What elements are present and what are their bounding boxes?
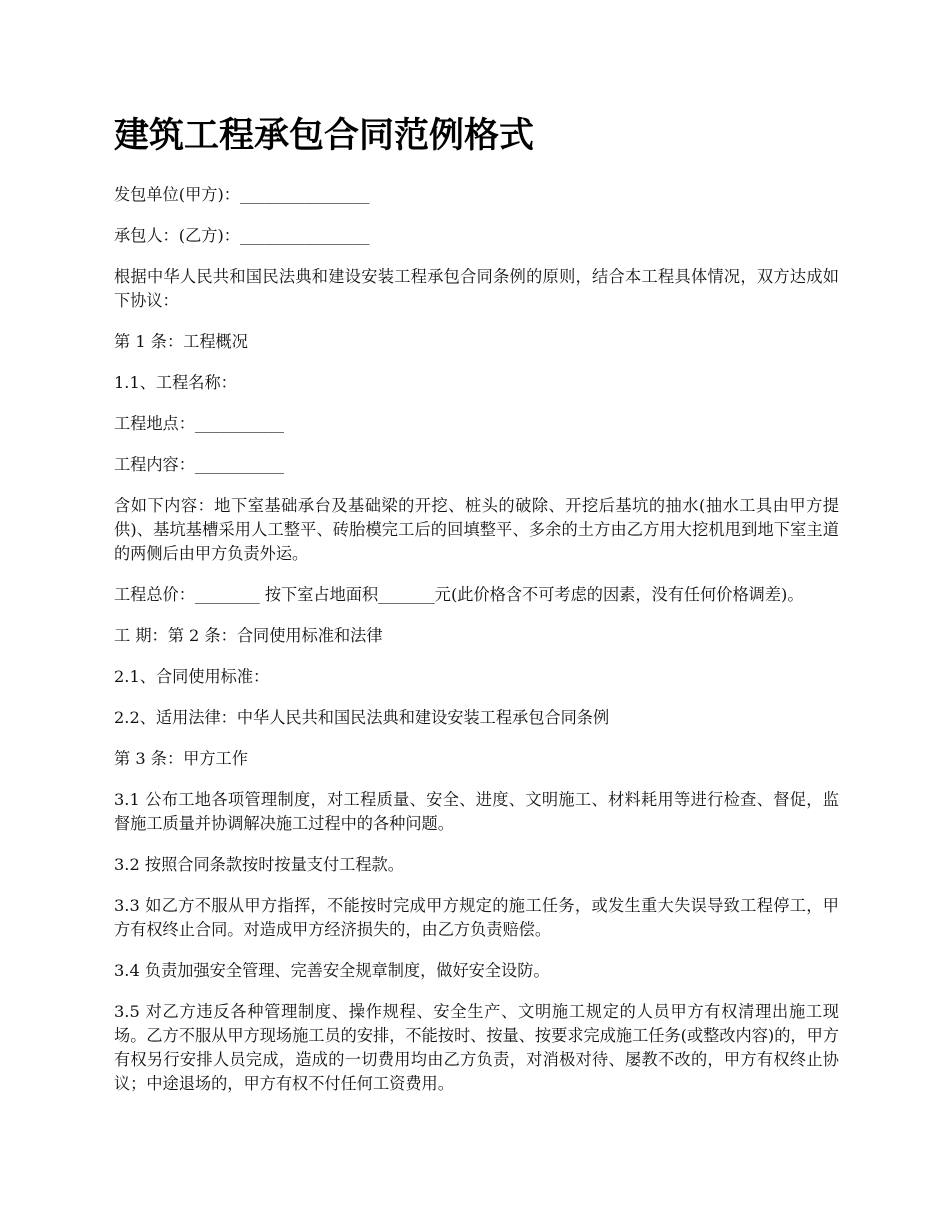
paragraph-3-3: 3.3 如乙方不服从甲方指挥，不能按时完成甲方规定的施工任务，或发生重大失误导致工程停工，甲方有权终止合同。对造成甲方经济损失的，由乙方负责赔偿。: [114, 896, 839, 939]
paragraph-3-4: 3.4 负责加强安全管理、完善安全规章制度，做好安全设防。: [114, 961, 550, 980]
article-2-heading: 工 期：第 2 条：合同使用标准和法律: [114, 626, 383, 645]
article-1-heading: 第 1 条：工程概况: [114, 332, 248, 351]
document-title: 建筑工程承包合同范例格式: [114, 116, 535, 156]
document-page: [114, 112, 839, 1113]
article-3-heading: 第 3 条：甲方工作: [114, 749, 248, 768]
paragraph-3-2: 3.2 按照合同条款按时按量支付工程款。: [114, 855, 404, 874]
paragraph-content-details: 含如下内容：地下室基础承台及基础梁的开挖、桩头的破除、开挖后基坑的抽水(抽水工具由甲方提供)、基坑基槽采用人工整平、砖胎模完工后的回填整平、多余的土方由乙方用大挖机甩到地下室主道的两侧后由甲方负责外运。: [114, 496, 839, 563]
paragraph-2-1: 2.1、合同使用标准：: [114, 667, 270, 686]
paragraph-3-1: 3.1 公布工地各项管理制度，对工程质量、安全、进度、文明施工、材料耗用等进行检查、督促，监督施工质量并协调解决施工过程中的各种问题。: [114, 790, 839, 833]
paragraph-total-price: 工程总价：________ 按下室占地面积_______元(此价格含不可考虑的因素，没有任何价格调差)。: [114, 585, 804, 604]
paragraph-contractor: 承包人：(乙方)：________________: [114, 226, 370, 245]
paragraph-2-2: 2.2、适用法律：中华人民共和国民法典和建设安装工程承包合同条例: [114, 708, 610, 727]
paragraph-project-location: 工程地点：___________: [114, 414, 284, 433]
paragraph-employer: 发包单位(甲方)：________________: [114, 185, 370, 204]
paragraph-project-name: 1.1、工程名称：: [114, 373, 237, 392]
paragraph-3-5: 3.5 对乙方违反各种管理制度、操作规程、安全生产、文明施工规定的人员甲方有权清理出施工现场。乙方不服从甲方现场施工员的安排，不能按时、按量、按要求完成施工任务(或整改内容)的，甲方有权另行安排人员完成，造成的一切费用均由乙方负责，对消极对待、屡教不改的，甲方有权终止协议；中途退场的，甲方有权不付任何工资费用。: [114, 1002, 839, 1093]
paragraph-preamble: 根据中华人民共和国民法典和建设安装工程承包合同条例的原则，结合本工程具体情况，双方达成如下协议：: [114, 267, 839, 310]
paragraph-project-content: 工程内容：___________: [114, 455, 284, 474]
